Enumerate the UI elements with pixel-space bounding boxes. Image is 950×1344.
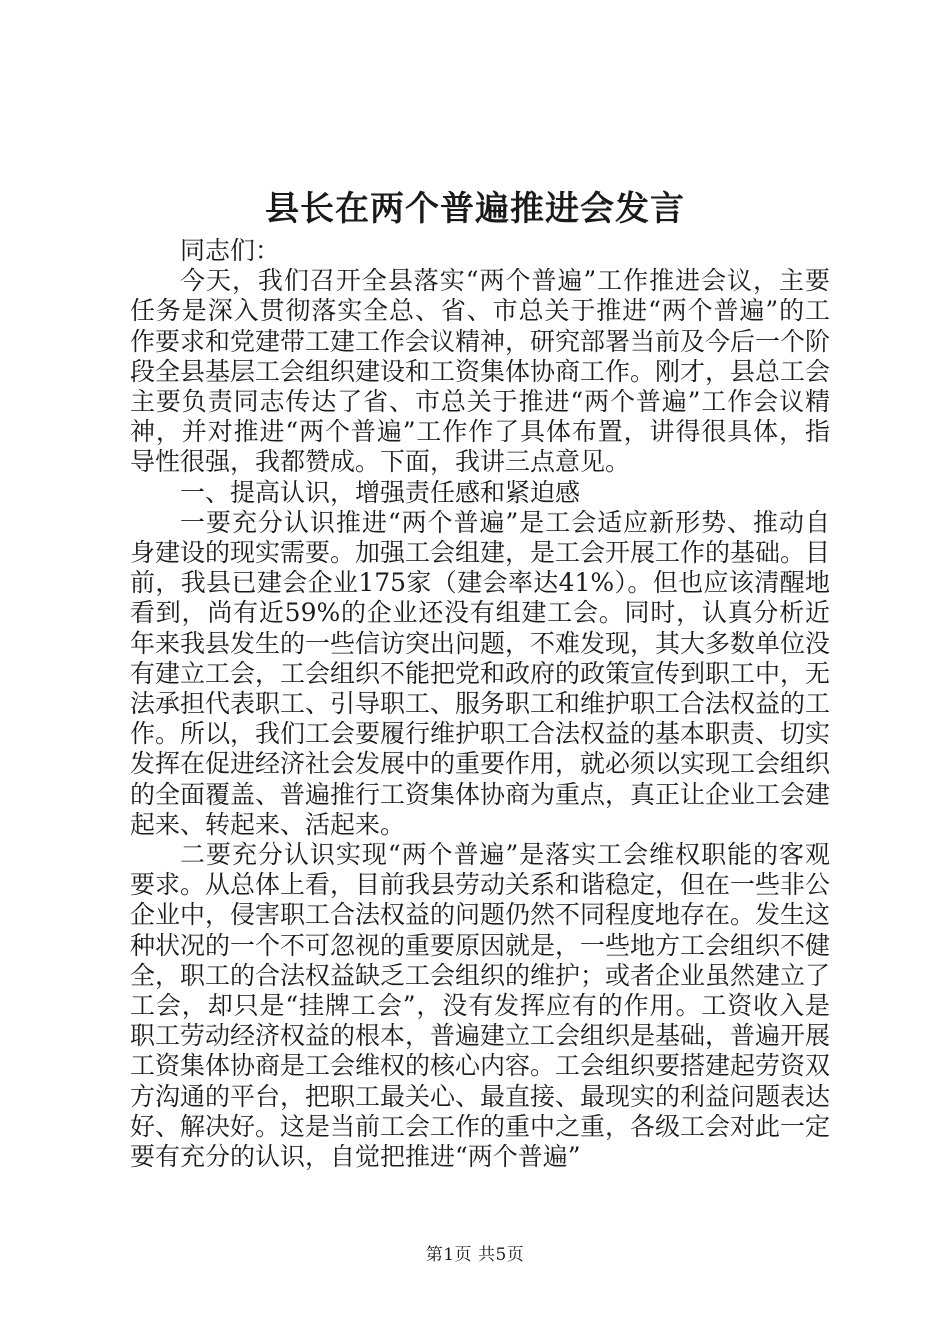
section-heading: 一、提高认识，增强责任感和紧迫感 bbox=[180, 477, 581, 507]
body-paragraph: 二要充分认识实现“两个普遍”是落实工会维权职能的客观要求。从总体上看，目前我县劳动关系和谐稳定，但在一些非公企业中，侵害职工合法权益的问题仍然不同程度地存在。发生这种状况的一个不可忽视的重要原因就是，一些地方工会组织不健全，职工的合法权益缺乏工会组织的维护；或者企业虽然建立了工会，却只是“挂牌工会”，没有发挥应有的作用。工资收入是职工劳动经济权益的根本，普遍建立工会组织是基础，普遍开展工资集体协商是工会维权的核心内容。工会组织要搭建起劳资双方沟通的平台，把职工最关心、最直接、最现实的利益问题表达好、解决好。这是当前工会工作的重中之重，各级工会对此一定要有充分的认识，自觉把推进“两个普遍” bbox=[130, 840, 831, 1172]
body-paragraph: 一要充分认识推进“两个普遍”是工会适应新形势、推动自身建设的现实需要。加强工会组建，是工会开展工作的基础。目前，我县已建会企业175家（建会率达41%）。但也应该清醒地看到，尚有近59%的企业还没有组建工会。同时，认真分析近年来我县发生的一些信访突出问题，不难发现，其大多数单位没有建立工会，工会组织不能把党和政府的政策宣传到职工中，无法承担代表职工、引导职工、服务职工和维护职工合法权益的工作。所以，我们工会要履行维护职工合法权益的基本职责、切实发挥在促进经济社会发展中的重要作用，就必须以实现工会组织的全面覆盖、普遍推行工资集体协商为重点，真正让企业工会建起来、转起来、活起来。 bbox=[130, 507, 831, 839]
salutation-paragraph: 同志们： bbox=[180, 236, 281, 265]
document-title: 县长在两个普遍推进会发言 bbox=[265, 189, 685, 229]
intro-paragraph: 今天，我们召开全县落实“两个普遍”工作推进会议，主要任务是深入贯彻落实全总、省、市总关于推进“两个普遍”的工作要求和党建带工建工作会议精神，研究部署当前及今后一个阶段全县基层工会组织建设和工资集体协商工作。刚才，县总工会主要负责同志传达了省、市总关于推进“两个普遍”工作会议精神，并对推进“两个普遍”工作作了具体布置，讲得很具体，指导性很强，我都赞成。下面，我讲三点意见。 bbox=[130, 266, 831, 477]
document-body bbox=[130, 236, 830, 1172]
page-number-footer: 第1页 共5页 bbox=[425, 1245, 525, 1265]
